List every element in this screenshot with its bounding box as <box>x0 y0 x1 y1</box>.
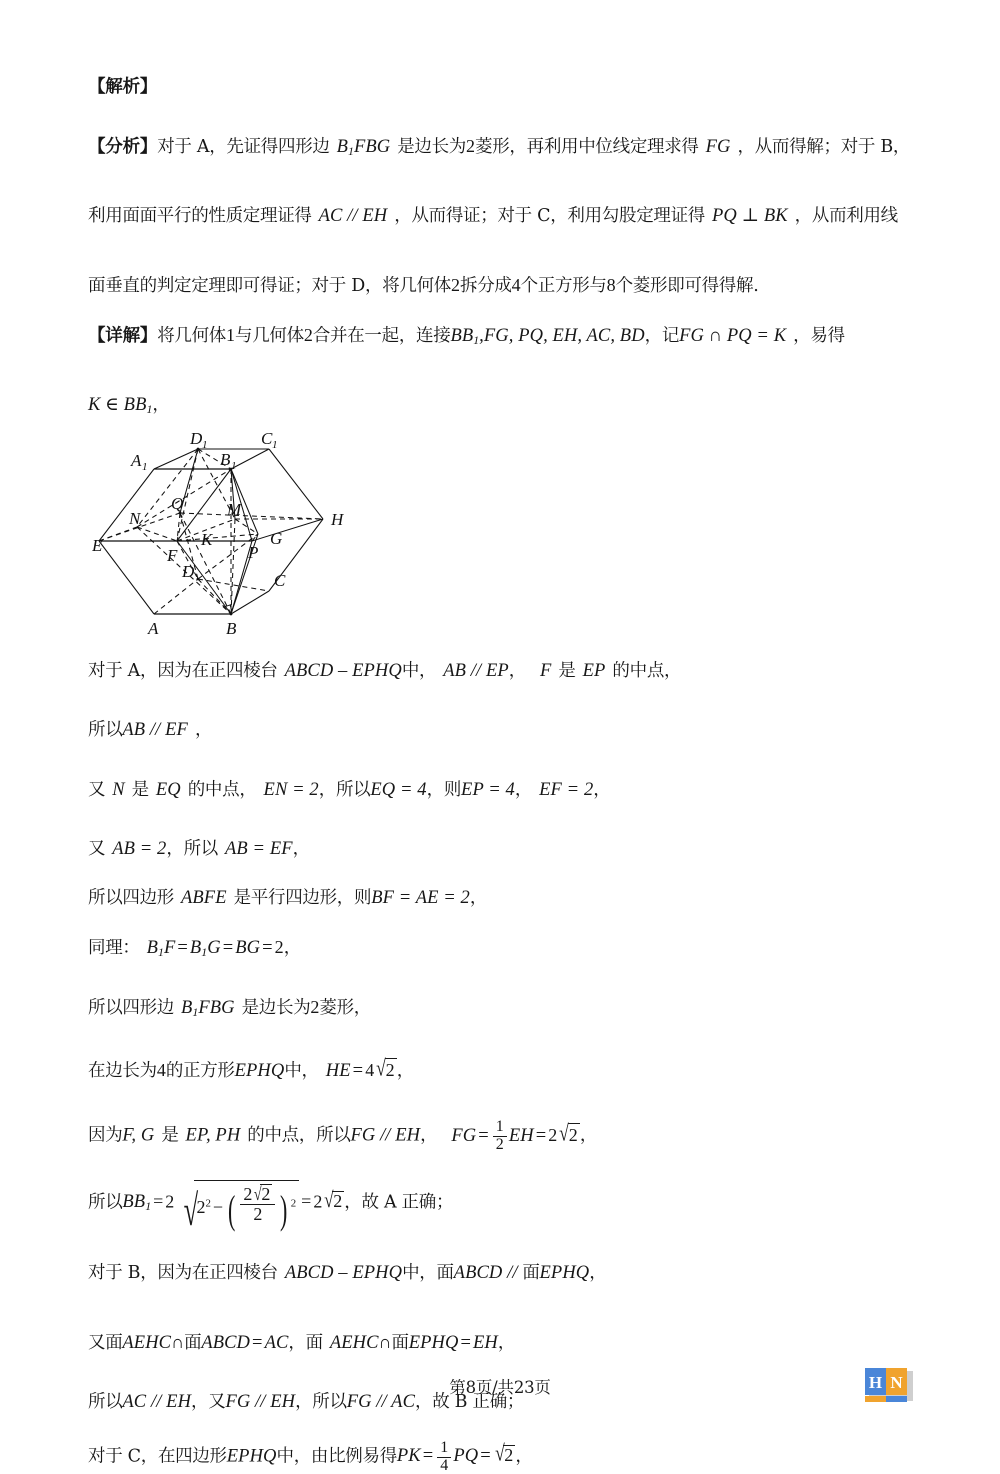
figure-label-C: C <box>274 571 286 591</box>
math-EP-eq-4: EP = 4 <box>461 779 515 800</box>
logo-letter-n: N <box>890 1373 903 1392</box>
cap-icon-a: ∩ <box>171 1331 185 1352</box>
proof-b-3a: 所以 <box>88 1391 123 1412</box>
xiangjie-label: 【详解】 <box>88 326 158 346</box>
figure-label-N: N <box>129 509 141 529</box>
proof-b-2d: 面 <box>391 1332 409 1353</box>
proof-b-1b: 中，面 <box>402 1262 454 1283</box>
fenxi-text-1b: 是边长为 <box>397 136 467 157</box>
proof-a-5c: ， <box>469 887 488 908</box>
figure-label-B1-sub: 1 <box>231 460 237 473</box>
proof-c-1a: 对于 C，在四边形 <box>88 1446 227 1467</box>
math-eight: 8 <box>606 275 616 296</box>
math-BB1-a: $BB_1$, <box>450 326 484 348</box>
math-AB-par-EP: AB // EP <box>443 661 509 682</box>
figure-label-A1-sub: 1 <box>142 461 148 474</box>
proof-a-2b: ， <box>194 720 213 741</box>
figure-label-F: F <box>167 546 178 566</box>
figure-label-M: M <box>227 500 242 520</box>
math-AEHC-b: AEHC <box>329 1332 379 1353</box>
math-EQ-eq-4: EQ = 4 <box>370 779 427 800</box>
proof-a-4c: ， <box>292 838 310 859</box>
fenxi-text-3a: 面垂直的判定定理即可得证；对于 D，将几何体 <box>88 276 451 297</box>
logo-letter-h: H <box>868 1373 883 1392</box>
proof-a-9e: ， <box>579 1125 598 1146</box>
proof-a-1c: ， <box>508 661 526 682</box>
proof-a-3e: ，则 <box>426 779 462 800</box>
math-ABCD-EPHQ-b: ABCD – EPHQ <box>284 1262 403 1283</box>
math-two-d: 2 <box>310 997 320 1017</box>
proof-a-10b: ，故 A 正确； <box>344 1191 454 1212</box>
proof-a-8d: ， <box>396 1061 414 1082</box>
proof-b-1d: ， <box>589 1262 607 1283</box>
xiangjie-line-2 <box>88 394 916 417</box>
math-AB-eq-2: AB = 2 <box>112 838 167 859</box>
math-EQ-a: EQ <box>155 779 181 800</box>
figure-label-H: H <box>331 510 344 530</box>
section-analysis-heading <box>88 76 916 99</box>
proof-b-1c: 面 <box>522 1262 540 1283</box>
proof-a-7a: 所以四形边 <box>88 998 174 1018</box>
math-AB-eq-EF: AB = EF <box>225 838 293 859</box>
xiangjie-text-1a: 将几何体 <box>157 326 227 346</box>
math-FG-a: FG <box>705 136 731 157</box>
math-AEHC-a: AEHC <box>122 1332 172 1353</box>
fenxi-text-3d: 个菱形即可得得解. <box>615 276 759 297</box>
proof-a-3d: ，所以 <box>318 779 371 800</box>
xiangjie-text-1d: ，记 <box>644 326 680 346</box>
fenxi-text-2c: ，从而利用线 <box>794 206 898 226</box>
math-two-b: 2 <box>451 275 460 296</box>
page-number: 第8页/共23页 <box>449 1378 551 1397</box>
proof-a-1d: 是 <box>558 661 576 682</box>
math-ABFE: ABFE <box>181 887 227 908</box>
analysis-label: 【解析】 <box>88 77 158 97</box>
xiangjie-text-1e: ，易得 <box>793 326 845 346</box>
proof-b-line-1 <box>88 1262 916 1285</box>
proof-a-line-5 <box>88 887 916 910</box>
proof-a-1b: 中， <box>401 661 437 682</box>
figure-label-A: A <box>148 619 159 639</box>
figure-label-D1: D <box>190 431 203 449</box>
math-FG-par-EH-a: FG // EH <box>350 1125 421 1146</box>
math-ABCD-a: ABCD // <box>453 1262 523 1283</box>
fenxi-text-2b: ，从而得证；对于 C，利用勾股定理证得 <box>394 206 706 226</box>
proof-a-4a: 又 <box>88 838 106 859</box>
cap-icon-b: ∩ <box>378 1331 392 1352</box>
figure-label-E: E <box>92 536 103 556</box>
proof-a-3g: ， <box>593 779 611 800</box>
figure-label-A1: A <box>131 451 142 471</box>
figure-label-B: B <box>226 619 237 639</box>
proof-a-4b: ，所以 <box>166 838 218 859</box>
page-footer <box>0 1368 1000 1414</box>
proof-a-7b: 是边长为 <box>241 998 311 1018</box>
proof-a-line-1 <box>88 660 916 683</box>
proof-b-1a: 对于 B，因为在正四棱台 <box>88 1262 278 1283</box>
proof-a-9d: ， <box>420 1125 438 1146</box>
math-HE-eq-4root2: HE = 4√2 <box>325 1055 395 1082</box>
proof-a-3a: 又 <box>88 779 106 800</box>
proof-c-1b: 中，由比例易得 <box>276 1446 397 1467</box>
proof-a-5b: 是平行四边形，则 <box>233 887 372 908</box>
math-K-in-BB1: K ∈ $BB_1$ <box>88 395 153 417</box>
proof-a-2a: 所以 <box>88 720 123 741</box>
proof-b-3b: ，又 <box>191 1391 226 1412</box>
fenxi-label: 【分析】 <box>88 136 158 157</box>
proof-b-2a: 又面 <box>88 1332 123 1353</box>
math-list-a: FG, PQ, EH, AC, BD <box>483 326 645 346</box>
math-two-c: 2 <box>303 325 313 345</box>
proof-b-3c: ，所以 <box>295 1391 347 1412</box>
math-PQ-perp-BK: PQ ⊥ BK <box>712 206 788 226</box>
proof-a-8b: 的正方形 <box>165 1061 235 1082</box>
proof-b-line-2 <box>88 1331 916 1355</box>
fenxi-line-2 <box>88 205 916 228</box>
proof-c-1c: ， <box>515 1446 533 1467</box>
figure-label-C1: C <box>261 431 273 449</box>
math-AC-par-EH-b: AC // EH <box>122 1391 192 1412</box>
figure-label-C1-sub: 1 <box>272 439 278 452</box>
proof-c-line-1 <box>88 1440 916 1474</box>
math-BB1-b: $BB_1$ <box>122 1191 152 1213</box>
proof-b-2c: ，面 <box>288 1332 323 1353</box>
xiangjie-text-1c: 合并在一起，连接 <box>312 326 451 346</box>
math-EPHQ-a: EPHQ <box>234 1061 285 1082</box>
proof-a-9a: 因为 <box>88 1125 123 1146</box>
math-FG-eq-half-EH: FG = $\frac{1}{2}$ EH = 2√2 <box>451 1118 578 1153</box>
math-EPHQ-c: EPHQ <box>226 1446 277 1467</box>
math-EP-PH: EP, PH <box>185 1125 241 1146</box>
math-EP-a: EP <box>582 661 606 682</box>
fenxi-text-1d: ，从而得解；对于 B， <box>737 136 911 157</box>
fenxi-text-3b: 拆分成 <box>460 276 512 297</box>
math-one-a: 1 <box>226 325 236 345</box>
proof-a-6b: ， <box>283 937 301 958</box>
xiangjie-text-2: ， <box>152 395 170 416</box>
math-FG-par-EH-b: FG // EH <box>225 1391 296 1412</box>
proof-a-3b: 是 <box>131 779 149 800</box>
figure-label-D: D <box>182 562 195 582</box>
fenxi-line-3 <box>88 274 916 298</box>
proof-a-line-6 <box>88 936 916 960</box>
figure-label-K: K <box>201 530 213 550</box>
fenxi-text-2a: 利用面面平行的性质定理证得 <box>88 206 312 226</box>
proof-a-10a: 所以 <box>88 1191 123 1212</box>
proof-a-8c: 中， <box>284 1061 319 1082</box>
proof-a-9c: 的中点，所以 <box>247 1125 351 1146</box>
proof-a-5a: 所以四边形 <box>88 887 174 908</box>
proof-a-7c: 菱形， <box>319 998 372 1018</box>
math-ABCD-EPHQ-a: ABCD – EPHQ <box>284 661 402 682</box>
math-B1FBG: $B_1FBG$ <box>336 136 391 158</box>
math-BF-eq-AE-eq-2: BF = AE = 2 <box>371 887 470 908</box>
math-F-G: F, G <box>122 1125 155 1146</box>
xiangjie-line-1 <box>88 324 916 348</box>
math-EN-eq-2: EN = 2 <box>263 779 319 800</box>
proof-a-9b: 是 <box>161 1125 179 1146</box>
math-FG-cap-PQ: FG ∩ PQ = K <box>679 326 787 346</box>
proof-a-line-3 <box>88 779 916 802</box>
math-N-a: N <box>112 779 125 800</box>
fenxi-text-1c: 菱形，再利用中位线定理求得 <box>475 136 699 157</box>
proof-a-1e: 的中点， <box>612 661 682 682</box>
math-EPHQ-eq-EH: EPHQ = EH <box>408 1332 498 1353</box>
geometry-figure <box>92 431 392 646</box>
proof-a-line-2 <box>88 719 916 742</box>
proof-a-3f: ， <box>514 779 533 800</box>
math-ABCD-b: ABCD = AC <box>201 1332 289 1353</box>
proof-a-6a: 同理： <box>88 937 140 958</box>
proof-a-line-10: 所以$BB_1 = 2$ $√2^2$ − ( $\frac{2√2}{2}$ ) $^2$ = 2√2 ，故 A 正确； <box>88 1180 916 1236</box>
proof-b-2b: 面 <box>184 1332 202 1353</box>
proof-a-line-7 <box>88 996 916 1020</box>
xiangjie-text-1b: 与几何体 <box>235 326 304 346</box>
fenxi-line-1 <box>88 135 916 159</box>
math-PK-eq: PK = $\frac{1}{4}$ PQ = √2 <box>396 1438 514 1474</box>
math-B1FBG-b: $B_1FBG$ <box>181 998 235 1020</box>
math-EF-eq-2: EF = 2 <box>539 779 594 800</box>
proof-a-line-8 <box>88 1056 916 1083</box>
hn-logo <box>862 1365 916 1409</box>
proof-a-line-4 <box>88 838 916 861</box>
math-AC-par-EH-a: AC // EH <box>318 206 388 226</box>
document-content <box>88 76 916 1474</box>
math-F-a: F <box>540 661 552 682</box>
figure-label-B1: B <box>220 450 231 470</box>
proof-b-2e: ， <box>497 1332 516 1353</box>
proof-a-line-9 <box>88 1119 916 1153</box>
proof-a-1a: 对于 A，因为在正四棱台 <box>88 661 278 682</box>
math-EPHQ-b: EPHQ <box>539 1262 590 1283</box>
proof-a-3c: 的中点， <box>187 779 257 800</box>
math-bb1-radical: $√2^2$ − ( $\frac{2√2}{2}$ ) $^2$ <box>174 1180 299 1227</box>
figure-label-G: G <box>270 529 283 549</box>
math-FG-par-AC: FG // AC <box>346 1391 416 1412</box>
proof-a-8a: 在边长为 <box>88 1061 157 1082</box>
fenxi-text-3c: 个正方形与 <box>520 276 607 297</box>
math-four-b: 4 <box>156 1060 166 1081</box>
fenxi-text-1a: 对于 A，先证得四形边 <box>157 136 330 157</box>
math-AB-par-EF: AB // EF <box>122 720 188 741</box>
math-four-a: 4 <box>511 275 521 296</box>
proof-b-3d: ，故 B 正确； <box>415 1391 525 1412</box>
figure-label-P: P <box>248 543 259 563</box>
math-B1F-B1G-BG: $B_1F = B_1G$ = BG = 2 <box>146 936 284 959</box>
figure-label-Q: Q <box>171 494 184 514</box>
math-two-a: 2 <box>466 135 476 156</box>
figure-label-D1-sub: 1 <box>202 439 208 452</box>
